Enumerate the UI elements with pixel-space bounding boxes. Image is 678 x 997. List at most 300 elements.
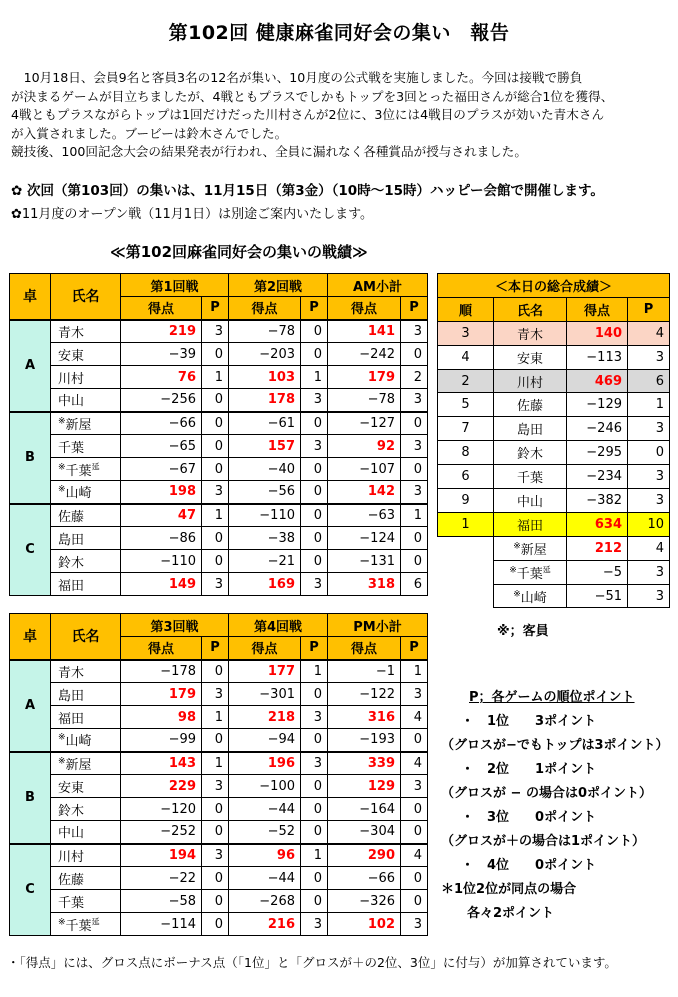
subtotal-score-cell: −164 bbox=[328, 798, 401, 821]
player-name-text: 新屋 bbox=[520, 542, 547, 558]
player-name bbox=[494, 321, 567, 345]
points-cell: 0 bbox=[202, 867, 229, 890]
player-name-text: 千葉 bbox=[58, 440, 85, 456]
table-row bbox=[10, 867, 428, 890]
score-cell: 196 bbox=[229, 752, 301, 775]
points-cell: 3 bbox=[301, 706, 328, 729]
player-name-text: 山崎 bbox=[65, 486, 92, 502]
subtotal-score-cell: 102 bbox=[328, 913, 401, 936]
subtotal-score-cell: −66 bbox=[328, 867, 401, 890]
total-score-cell: 212 bbox=[567, 536, 628, 560]
overall-row bbox=[438, 489, 670, 513]
player-name bbox=[494, 345, 567, 369]
subtotal-points-cell: 2 bbox=[401, 366, 428, 389]
subtotal-points-cell: 3 bbox=[401, 389, 428, 412]
subtotal-score-cell: −326 bbox=[328, 890, 401, 913]
subtotal-points-cell: 0 bbox=[401, 890, 428, 913]
header-score: 得点 bbox=[229, 297, 301, 320]
subtotal-points-cell: 0 bbox=[401, 821, 428, 844]
score-cell: 169 bbox=[229, 573, 301, 596]
score-cell: −21 bbox=[229, 550, 301, 573]
player-name-text: 青木 bbox=[58, 325, 85, 341]
points-cell: 0 bbox=[301, 798, 328, 821]
intro-text bbox=[11, 69, 671, 162]
overall-row bbox=[438, 560, 670, 584]
subtotal-score-cell: −124 bbox=[328, 527, 401, 550]
player-name bbox=[51, 573, 121, 596]
player-name bbox=[51, 320, 121, 343]
points-cell: 3 bbox=[202, 320, 229, 343]
subtotal-points-cell: 4 bbox=[401, 844, 428, 867]
table-row bbox=[10, 458, 428, 481]
guest-mark: ※ bbox=[58, 917, 66, 928]
points-heading: P；各ゲームの順位ポイント bbox=[469, 690, 635, 705]
player-name bbox=[51, 867, 121, 890]
total-points-cell: 3 bbox=[628, 560, 670, 584]
subtotal-score-cell: 339 bbox=[328, 752, 401, 775]
player-name bbox=[51, 435, 121, 458]
points-cell: 0 bbox=[202, 660, 229, 683]
score-cell: −252 bbox=[121, 821, 202, 844]
total-points-cell: 1 bbox=[628, 393, 670, 417]
points-cell: 0 bbox=[202, 550, 229, 573]
points-cell: 3 bbox=[202, 683, 229, 706]
total-score-cell: −5 bbox=[567, 560, 628, 584]
guest-mark: ※ bbox=[58, 756, 66, 767]
subtotal-points-cell: 6 bbox=[401, 573, 428, 596]
guest-mark: ※ bbox=[509, 565, 517, 576]
overall-row bbox=[438, 417, 670, 441]
player-name-text: 山崎 bbox=[65, 734, 92, 750]
total-score-cell: −295 bbox=[567, 441, 628, 465]
subtotal-points-cell: 0 bbox=[401, 867, 428, 890]
points-cell: 0 bbox=[202, 890, 229, 913]
score-cell: −38 bbox=[229, 527, 301, 550]
table-row bbox=[10, 504, 428, 527]
subtotal-score-cell: 290 bbox=[328, 844, 401, 867]
points-cell: 1 bbox=[301, 660, 328, 683]
total-points-cell: 6 bbox=[628, 369, 670, 393]
header-points: P bbox=[628, 297, 670, 321]
score-cell: 229 bbox=[121, 775, 202, 798]
score-cell: −203 bbox=[229, 343, 301, 366]
player-name-text: 青木 bbox=[516, 327, 543, 343]
player-name bbox=[494, 536, 567, 560]
header-points: P bbox=[301, 637, 328, 660]
score-cell: −22 bbox=[121, 867, 202, 890]
total-points-cell: 4 bbox=[628, 321, 670, 345]
total-points-cell: 3 bbox=[628, 465, 670, 489]
overall-row bbox=[438, 465, 670, 489]
subtotal-points-cell: 0 bbox=[401, 550, 428, 573]
score-cell: −58 bbox=[121, 890, 202, 913]
score-cell: 179 bbox=[121, 683, 202, 706]
points-line: （グロスが−でもトップは3ポイント） bbox=[441, 738, 669, 753]
table-row bbox=[10, 389, 428, 412]
pm-score-table bbox=[9, 613, 428, 936]
player-name bbox=[51, 752, 121, 775]
rank-cell: 2 bbox=[438, 369, 494, 393]
points-cell: 3 bbox=[202, 573, 229, 596]
total-score-cell: 634 bbox=[567, 512, 628, 536]
score-cell: 157 bbox=[229, 435, 301, 458]
score-cell: 149 bbox=[121, 573, 202, 596]
subtotal-points-cell: 4 bbox=[401, 752, 428, 775]
player-name bbox=[494, 393, 567, 417]
score-cell: 103 bbox=[229, 366, 301, 389]
total-score-cell: −382 bbox=[567, 489, 628, 513]
points-line: ・ 1位 3ポイント bbox=[461, 714, 597, 729]
intro-line: 4戦ともプラスながらトップは1回だけだった川村さんが2位に、3位には4戦目のプラスが効いた青木さん bbox=[11, 107, 605, 122]
table-row bbox=[10, 890, 428, 913]
points-cell: 0 bbox=[202, 798, 229, 821]
player-name bbox=[51, 412, 121, 435]
score-cell: −52 bbox=[229, 821, 301, 844]
player-name bbox=[494, 584, 567, 608]
player-name-text: 島田 bbox=[58, 688, 85, 704]
points-cell: 3 bbox=[301, 573, 328, 596]
header-name: 氏名 bbox=[494, 297, 567, 321]
table-group-label: C bbox=[10, 844, 51, 936]
subtotal-score-cell: −63 bbox=[328, 504, 401, 527]
player-name bbox=[51, 660, 121, 683]
table-row bbox=[10, 706, 428, 729]
table-row bbox=[10, 752, 428, 775]
name-suffix: 延 bbox=[91, 462, 100, 472]
table-row bbox=[10, 412, 428, 435]
score-cell: −39 bbox=[121, 343, 202, 366]
subtotal-points-cell: 3 bbox=[401, 435, 428, 458]
header-name: 氏名 bbox=[51, 614, 121, 660]
player-name bbox=[51, 550, 121, 573]
player-name bbox=[494, 417, 567, 441]
points-cell: 0 bbox=[301, 821, 328, 844]
open-match-notice: ✿11月度のオープン戦（11月1日）は別途ご案内いたします。 bbox=[11, 207, 374, 222]
player-name-text: 千葉 bbox=[65, 463, 92, 479]
header-score: 得点 bbox=[328, 637, 401, 660]
player-name-text: 安東 bbox=[516, 351, 543, 367]
points-line: （グロスが − の場合は0ポイント） bbox=[441, 786, 652, 801]
points-cell: 0 bbox=[202, 821, 229, 844]
header-game: 第3回戦 bbox=[121, 614, 229, 637]
total-score-cell: −246 bbox=[567, 417, 628, 441]
total-score-cell: 469 bbox=[567, 369, 628, 393]
points-cell: 0 bbox=[301, 867, 328, 890]
total-points-cell: 3 bbox=[628, 417, 670, 441]
table-row bbox=[10, 527, 428, 550]
subtotal-score-cell: −107 bbox=[328, 458, 401, 481]
player-name bbox=[51, 504, 121, 527]
subtotal-points-cell: 0 bbox=[401, 798, 428, 821]
player-name bbox=[51, 775, 121, 798]
points-explanation bbox=[441, 686, 669, 926]
guest-mark: ※ bbox=[58, 462, 66, 473]
footnote: ・「得点」には、グロス点にボーナス点（「1位」と「グロスが＋の2位、3位」に付与）が加算されています。 bbox=[7, 955, 617, 970]
table-row bbox=[10, 343, 428, 366]
points-cell: 0 bbox=[301, 550, 328, 573]
player-name-text: 福田 bbox=[58, 711, 85, 727]
table-row bbox=[10, 798, 428, 821]
name-suffix: 延 bbox=[542, 565, 551, 575]
rank-cell: 7 bbox=[438, 417, 494, 441]
subtotal-points-cell: 0 bbox=[401, 412, 428, 435]
score-cell: −114 bbox=[121, 913, 202, 936]
header-table: 卓 bbox=[10, 614, 51, 660]
score-cell: −67 bbox=[121, 458, 202, 481]
header-table: 卓 bbox=[10, 274, 51, 320]
player-name-text: 千葉 bbox=[516, 566, 543, 582]
header-game: 第1回戦 bbox=[121, 274, 229, 297]
player-name bbox=[51, 913, 121, 936]
rank-cell bbox=[438, 584, 494, 608]
score-cell: −66 bbox=[121, 412, 202, 435]
score-cell: 198 bbox=[121, 481, 202, 504]
points-cell: 1 bbox=[202, 504, 229, 527]
score-cell: −44 bbox=[229, 867, 301, 890]
points-cell: 0 bbox=[301, 775, 328, 798]
subtotal-score-cell: 318 bbox=[328, 573, 401, 596]
score-cell: −178 bbox=[121, 660, 202, 683]
total-points-cell: 3 bbox=[628, 584, 670, 608]
points-cell: 0 bbox=[202, 435, 229, 458]
overall-row bbox=[438, 584, 670, 608]
player-name bbox=[51, 481, 121, 504]
subtotal-score-cell: −193 bbox=[328, 729, 401, 752]
score-cell: 178 bbox=[229, 389, 301, 412]
table-group-label: B bbox=[10, 752, 51, 844]
points-line: ・ 4位 0ポイント bbox=[461, 858, 597, 873]
points-cell: 0 bbox=[301, 320, 328, 343]
score-cell: −120 bbox=[121, 798, 202, 821]
player-name bbox=[51, 366, 121, 389]
intro-line: 10月18日、会員9名と客員3名の12名が集い、10月度の公式戦を実施しました。今回は接戦で勝負 bbox=[11, 70, 583, 85]
points-cell: 3 bbox=[202, 775, 229, 798]
score-cell: −99 bbox=[121, 729, 202, 752]
table-row bbox=[10, 821, 428, 844]
points-line: 各々2ポイント bbox=[467, 906, 555, 921]
player-name bbox=[51, 527, 121, 550]
points-cell: 3 bbox=[301, 435, 328, 458]
player-name-text: 川村 bbox=[516, 375, 543, 391]
points-line: ＊1位2位が同点の場合 bbox=[441, 882, 577, 897]
header-points: P bbox=[202, 637, 229, 660]
player-name bbox=[494, 465, 567, 489]
subtotal-points-cell: 1 bbox=[401, 660, 428, 683]
points-line: ・ 2位 1ポイント bbox=[461, 762, 597, 777]
subtotal-points-cell: 3 bbox=[401, 683, 428, 706]
rank-cell: 8 bbox=[438, 441, 494, 465]
subtotal-points-cell: 0 bbox=[401, 527, 428, 550]
subtotal-score-cell: 142 bbox=[328, 481, 401, 504]
score-cell: −61 bbox=[229, 412, 301, 435]
player-name-text: 鈴木 bbox=[58, 555, 85, 571]
table-row bbox=[10, 660, 428, 683]
guest-mark: ※ bbox=[58, 732, 66, 743]
overall-row bbox=[438, 512, 670, 536]
header-score: 得点 bbox=[328, 297, 401, 320]
table-row bbox=[10, 775, 428, 798]
subtotal-score-cell: −127 bbox=[328, 412, 401, 435]
header-score: 得点 bbox=[567, 297, 628, 321]
score-cell: 219 bbox=[121, 320, 202, 343]
overall-title: ＜本日の総合成績＞ bbox=[438, 274, 670, 298]
player-name bbox=[51, 706, 121, 729]
next-meeting-notice: ✿ 次回（第103回）の集いは、11月15日（第3金）（10時〜15時）ハッピー会館で開催します。 bbox=[11, 183, 604, 199]
points-cell: 3 bbox=[301, 913, 328, 936]
score-cell: 218 bbox=[229, 706, 301, 729]
subtotal-score-cell: 141 bbox=[328, 320, 401, 343]
points-cell: 0 bbox=[301, 683, 328, 706]
player-name-text: 島田 bbox=[516, 423, 543, 439]
total-score-cell: −129 bbox=[567, 393, 628, 417]
points-cell: 3 bbox=[301, 389, 328, 412]
player-name bbox=[51, 389, 121, 412]
score-cell: 216 bbox=[229, 913, 301, 936]
points-line: ・ 3位 0ポイント bbox=[461, 810, 597, 825]
player-name-text: 中山 bbox=[516, 494, 543, 510]
subtotal-points-cell: 3 bbox=[401, 320, 428, 343]
player-name-text: 青木 bbox=[58, 665, 85, 681]
subtotal-points-cell: 0 bbox=[401, 343, 428, 366]
table-row bbox=[10, 481, 428, 504]
header-score: 得点 bbox=[229, 637, 301, 660]
score-cell: −110 bbox=[121, 550, 202, 573]
rank-cell: 3 bbox=[438, 321, 494, 345]
table-group-label: A bbox=[10, 660, 51, 752]
player-name-text: 鈴木 bbox=[516, 447, 543, 463]
points-cell: 0 bbox=[301, 504, 328, 527]
page-title: 第102回 健康麻雀同好会の集い 報告 bbox=[168, 22, 510, 44]
score-cell: −301 bbox=[229, 683, 301, 706]
rank-cell: 4 bbox=[438, 345, 494, 369]
score-cell: −65 bbox=[121, 435, 202, 458]
player-name-text: 福田 bbox=[58, 578, 85, 594]
points-cell: 0 bbox=[202, 729, 229, 752]
score-cell: 194 bbox=[121, 844, 202, 867]
total-points-cell: 10 bbox=[628, 512, 670, 536]
player-name-text: 新屋 bbox=[65, 417, 92, 433]
subtotal-score-cell: 316 bbox=[328, 706, 401, 729]
points-cell: 3 bbox=[301, 752, 328, 775]
points-cell: 0 bbox=[202, 913, 229, 936]
score-cell: −78 bbox=[229, 320, 301, 343]
guest-mark: ※ bbox=[513, 541, 521, 552]
points-cell: 0 bbox=[301, 729, 328, 752]
header-game: 第2回戦 bbox=[229, 274, 328, 297]
player-name-text: 安東 bbox=[58, 348, 85, 364]
table-row bbox=[10, 320, 428, 343]
points-cell: 1 bbox=[202, 366, 229, 389]
player-name-text: 安東 bbox=[58, 780, 85, 796]
player-name bbox=[51, 458, 121, 481]
player-name-text: 福田 bbox=[516, 518, 543, 534]
subtotal-score-cell: −78 bbox=[328, 389, 401, 412]
header-points: P bbox=[202, 297, 229, 320]
total-score-cell: −234 bbox=[567, 465, 628, 489]
name-suffix: 延 bbox=[91, 917, 100, 927]
player-name-text: 鈴木 bbox=[58, 803, 85, 819]
score-cell: 143 bbox=[121, 752, 202, 775]
player-name-text: 川村 bbox=[58, 849, 85, 865]
score-cell: −110 bbox=[229, 504, 301, 527]
subtotal-score-cell: 92 bbox=[328, 435, 401, 458]
player-name-text: 千葉 bbox=[58, 895, 85, 911]
total-points-cell: 4 bbox=[628, 536, 670, 560]
points-cell: 3 bbox=[202, 844, 229, 867]
header-subtotal: AM小計 bbox=[328, 274, 428, 297]
am-score-table bbox=[9, 273, 428, 596]
player-name bbox=[494, 489, 567, 513]
player-name-text: 山崎 bbox=[520, 590, 547, 606]
points-cell: 0 bbox=[202, 458, 229, 481]
player-name bbox=[494, 512, 567, 536]
rank-cell: 6 bbox=[438, 465, 494, 489]
score-cell: −256 bbox=[121, 389, 202, 412]
subtotal-points-cell: 3 bbox=[401, 913, 428, 936]
subtotal-score-cell: −122 bbox=[328, 683, 401, 706]
table-row bbox=[10, 913, 428, 936]
total-score-cell: 140 bbox=[567, 321, 628, 345]
overall-row bbox=[438, 536, 670, 560]
score-cell: 177 bbox=[229, 660, 301, 683]
rank-cell bbox=[438, 536, 494, 560]
results-title: ≪第102回麻雀同好会の集いの戦績≫ bbox=[110, 243, 368, 261]
table-row bbox=[10, 435, 428, 458]
header-points: P bbox=[301, 297, 328, 320]
subtotal-score-cell: −242 bbox=[328, 343, 401, 366]
player-name bbox=[51, 798, 121, 821]
header-name: 氏名 bbox=[51, 274, 121, 320]
player-name bbox=[51, 890, 121, 913]
overall-results-table bbox=[437, 273, 670, 608]
header-subtotal: PM小計 bbox=[328, 614, 428, 637]
intro-line: が入賞されました。ブービーは鈴木さんでした。 bbox=[11, 125, 288, 141]
guest-mark: ※ bbox=[513, 589, 521, 600]
guest-note: ※；客員 bbox=[497, 624, 549, 639]
points-cell: 0 bbox=[202, 389, 229, 412]
total-points-cell: 3 bbox=[628, 345, 670, 369]
table-row bbox=[10, 683, 428, 706]
subtotal-points-cell: 0 bbox=[401, 729, 428, 752]
points-line: （グロスが＋の場合は1ポイント） bbox=[441, 834, 646, 849]
player-name bbox=[51, 343, 121, 366]
points-cell: 3 bbox=[202, 481, 229, 504]
player-name-text: 佐藤 bbox=[58, 509, 85, 525]
table-group-label: A bbox=[10, 320, 51, 412]
subtotal-points-cell: 4 bbox=[401, 706, 428, 729]
score-cell: −100 bbox=[229, 775, 301, 798]
guest-mark: ※ bbox=[58, 416, 66, 427]
player-name-text: 中山 bbox=[58, 826, 85, 842]
table-group-label: C bbox=[10, 504, 51, 596]
overall-row bbox=[438, 441, 670, 465]
rank-cell bbox=[438, 560, 494, 584]
points-cell: 0 bbox=[301, 458, 328, 481]
points-cell: 1 bbox=[202, 752, 229, 775]
points-cell: 0 bbox=[301, 412, 328, 435]
total-score-cell: −113 bbox=[567, 345, 628, 369]
player-name-text: 佐藤 bbox=[516, 399, 543, 415]
points-cell: 0 bbox=[301, 890, 328, 913]
player-name bbox=[51, 844, 121, 867]
score-cell: 98 bbox=[121, 706, 202, 729]
points-cell: 1 bbox=[202, 706, 229, 729]
subtotal-points-cell: 1 bbox=[401, 504, 428, 527]
overall-row bbox=[438, 393, 670, 417]
player-name-text: 新屋 bbox=[65, 757, 92, 773]
score-cell: 47 bbox=[121, 504, 202, 527]
subtotal-score-cell: −304 bbox=[328, 821, 401, 844]
